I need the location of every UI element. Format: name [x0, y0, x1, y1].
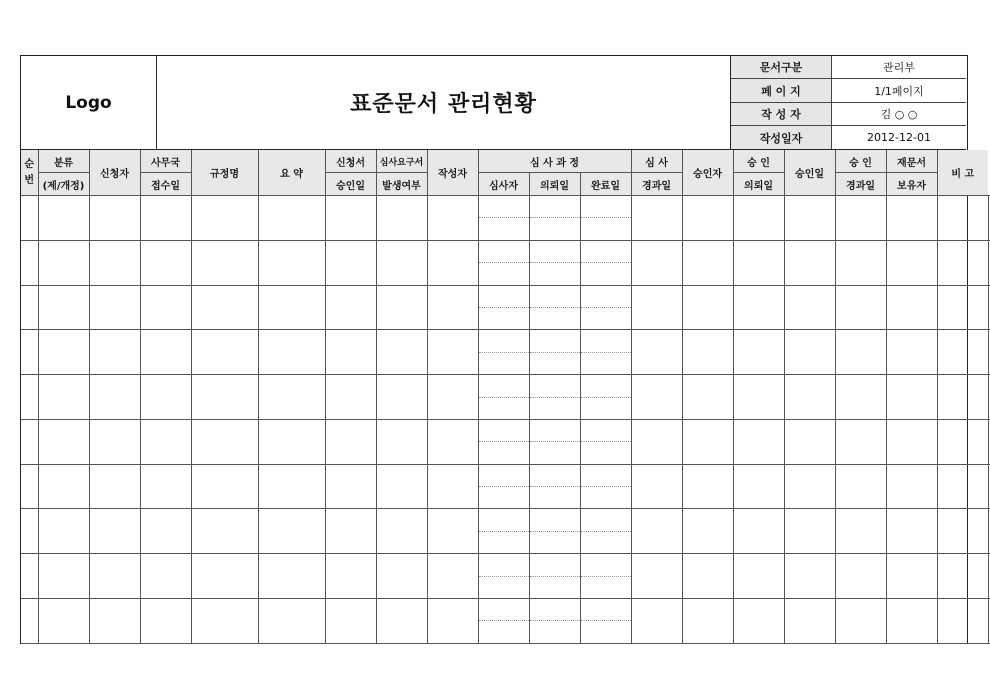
table-cell[interactable]: [89, 240, 140, 285]
table-cell[interactable]: [580, 419, 631, 441]
table-cell[interactable]: [140, 419, 191, 464]
table-cell[interactable]: [631, 599, 682, 644]
table-cell[interactable]: [580, 464, 631, 486]
table-cell[interactable]: [427, 599, 478, 644]
table-cell[interactable]: [325, 285, 376, 330]
col-header-office-sub: 접수일: [140, 173, 191, 196]
table-cell[interactable]: [529, 285, 580, 307]
table-cell[interactable]: [733, 509, 784, 554]
table-cell[interactable]: [631, 196, 682, 241]
table-cell[interactable]: [325, 419, 376, 464]
col-header-class-sub: (제/개정): [38, 173, 89, 196]
table-cell[interactable]: [529, 509, 580, 531]
table-cell[interactable]: [937, 285, 988, 330]
table-cell[interactable]: [682, 285, 733, 330]
col-header-approve-request-sub: 의뢰일: [733, 173, 784, 196]
table-cell[interactable]: [580, 196, 631, 218]
table-cell[interactable]: [478, 464, 529, 486]
table-cell[interactable]: [631, 375, 682, 420]
table-cell[interactable]: [89, 599, 140, 644]
table-cell[interactable]: [38, 285, 89, 330]
table-cell[interactable]: [191, 330, 258, 375]
table-cell[interactable]: [529, 576, 580, 598]
table-cell[interactable]: [478, 307, 529, 329]
table-cell[interactable]: [631, 554, 682, 599]
col-header-approve-elapsed: 승 인: [835, 150, 886, 173]
table-cell[interactable]: [376, 330, 427, 375]
table-row: [21, 464, 990, 486]
table-cell[interactable]: [886, 509, 937, 554]
table-cell[interactable]: [38, 375, 89, 420]
table-cell[interactable]: [529, 375, 580, 397]
table-cell[interactable]: [682, 375, 733, 420]
table-cell[interactable]: [835, 599, 886, 644]
table-cell[interactable]: [427, 330, 478, 375]
table-cell[interactable]: [682, 599, 733, 644]
col-header-remarks: 비 고: [937, 150, 988, 196]
table-cell[interactable]: [580, 576, 631, 598]
table-cell[interactable]: [325, 509, 376, 554]
col-header-request-date: 의뢰일: [529, 173, 580, 196]
table-cell[interactable]: [21, 196, 38, 241]
table-cell[interactable]: [325, 464, 376, 509]
table-cell[interactable]: [529, 621, 580, 643]
col-header-approve-date: 승인일: [784, 150, 835, 196]
col-header-review-sub: 경과일: [631, 173, 682, 196]
table-cell[interactable]: [784, 196, 835, 241]
table-cell[interactable]: [937, 599, 988, 644]
page-title: 표준문서 관리현황: [157, 56, 731, 149]
table-cell[interactable]: [191, 285, 258, 330]
table-row: [21, 419, 990, 441]
table-cell[interactable]: [325, 554, 376, 599]
table-cell[interactable]: [631, 330, 682, 375]
table-cell[interactable]: [631, 464, 682, 509]
info-value: 2012-12-01: [832, 126, 967, 149]
table-cell[interactable]: [89, 375, 140, 420]
table-cell[interactable]: [682, 330, 733, 375]
info-value: 김 ○ ○: [832, 102, 967, 126]
table-body: [21, 196, 990, 644]
table-cell[interactable]: [886, 330, 937, 375]
col-header-office: 사무국: [140, 150, 191, 173]
table-cell[interactable]: [140, 599, 191, 644]
table-cell[interactable]: [784, 464, 835, 509]
table-cell[interactable]: [580, 218, 631, 240]
table-cell[interactable]: [529, 599, 580, 621]
table-cell[interactable]: [38, 196, 89, 241]
table-cell[interactable]: [21, 419, 38, 464]
table-cell[interactable]: [21, 464, 38, 509]
table-cell[interactable]: [937, 375, 988, 420]
table-cell[interactable]: [478, 285, 529, 307]
table-cell[interactable]: [886, 554, 937, 599]
table-cell[interactable]: [191, 240, 258, 285]
col-header-author: 작성자: [427, 150, 478, 196]
table-row: [21, 196, 990, 218]
table-cell[interactable]: [38, 419, 89, 464]
table-cell[interactable]: [529, 330, 580, 352]
table-cell[interactable]: [258, 419, 325, 464]
table-cell[interactable]: [21, 330, 38, 375]
table-cell[interactable]: [376, 419, 427, 464]
table-cell[interactable]: [258, 330, 325, 375]
col-header-review: 심 사: [631, 150, 682, 173]
table-cell[interactable]: [478, 352, 529, 374]
table-cell[interactable]: [784, 285, 835, 330]
table-cell[interactable]: [258, 599, 325, 644]
table-cell[interactable]: [427, 375, 478, 420]
table-cell[interactable]: [191, 419, 258, 464]
table-cell[interactable]: [733, 419, 784, 464]
col-header-regulation: 규정명: [191, 150, 258, 196]
table-cell[interactable]: [478, 397, 529, 419]
table-cell[interactable]: [89, 509, 140, 554]
table-row: [21, 285, 990, 307]
table-cell[interactable]: [325, 196, 376, 241]
table-cell[interactable]: [478, 196, 529, 218]
table-cell[interactable]: [580, 375, 631, 397]
table-cell[interactable]: [258, 285, 325, 330]
table-cell[interactable]: [478, 218, 529, 240]
table-cell[interactable]: [529, 442, 580, 464]
table-cell[interactable]: [191, 509, 258, 554]
table-cell[interactable]: [38, 240, 89, 285]
table-cell[interactable]: [191, 196, 258, 241]
table-cell[interactable]: [427, 285, 478, 330]
table-cell[interactable]: [478, 554, 529, 576]
table-cell[interactable]: [478, 487, 529, 509]
table-cell[interactable]: [376, 509, 427, 554]
col-header-approve-elapsed-sub: 경과일: [835, 173, 886, 196]
table-cell[interactable]: [89, 285, 140, 330]
table-cell[interactable]: [38, 509, 89, 554]
table-row: [21, 375, 990, 397]
table-cell[interactable]: [140, 554, 191, 599]
table-cell[interactable]: [835, 375, 886, 420]
col-header-applicant: 신청자: [89, 150, 140, 196]
table-cell[interactable]: [529, 397, 580, 419]
table-cell[interactable]: [580, 442, 631, 464]
table-cell[interactable]: [21, 599, 38, 644]
table-cell[interactable]: [325, 375, 376, 420]
table-cell[interactable]: [427, 509, 478, 554]
info-label: 페 이 지: [731, 79, 832, 103]
table-cell[interactable]: [427, 419, 478, 464]
logo: Logo: [21, 56, 157, 149]
table-cell[interactable]: [835, 554, 886, 599]
table-cell[interactable]: [580, 487, 631, 509]
table-cell[interactable]: [733, 196, 784, 241]
table-cell[interactable]: [376, 375, 427, 420]
table-row: [21, 509, 990, 531]
table-cell[interactable]: [580, 307, 631, 329]
table-cell[interactable]: [682, 419, 733, 464]
table-cell[interactable]: [478, 531, 529, 553]
table-cell[interactable]: [478, 621, 529, 643]
table-cell[interactable]: [886, 240, 937, 285]
table-cell[interactable]: [937, 196, 988, 241]
table-cell[interactable]: [937, 554, 988, 599]
col-header-approver: 승인자: [682, 150, 733, 196]
table-cell[interactable]: [733, 240, 784, 285]
table-cell[interactable]: [427, 554, 478, 599]
table-cell[interactable]: [478, 599, 529, 621]
table-cell[interactable]: [835, 509, 886, 554]
table-cell[interactable]: [784, 554, 835, 599]
table-cell[interactable]: [140, 509, 191, 554]
table-cell[interactable]: [529, 218, 580, 240]
table-cell[interactable]: [886, 464, 937, 509]
table-cell[interactable]: [89, 419, 140, 464]
table-cell[interactable]: [325, 240, 376, 285]
info-table: [731, 56, 966, 149]
table-cell[interactable]: [21, 375, 38, 420]
table-cell[interactable]: [631, 285, 682, 330]
table-cell[interactable]: [258, 196, 325, 241]
table-cell[interactable]: [580, 397, 631, 419]
table-cell[interactable]: [529, 487, 580, 509]
col-header-summary: 요 약: [258, 150, 325, 196]
table-cell[interactable]: [21, 240, 38, 285]
info-label: 문서구분: [731, 56, 832, 79]
col-header-complete-date: 완료일: [580, 173, 631, 196]
table-cell[interactable]: [376, 285, 427, 330]
document-header: [21, 56, 966, 150]
table-cell[interactable]: [140, 330, 191, 375]
table-cell[interactable]: [631, 240, 682, 285]
table-cell[interactable]: [325, 330, 376, 375]
table-cell[interactable]: [580, 285, 631, 307]
table-cell[interactable]: [258, 464, 325, 509]
table-cell[interactable]: [38, 330, 89, 375]
table-cell[interactable]: [258, 554, 325, 599]
table-cell[interactable]: [376, 554, 427, 599]
table-cell[interactable]: [529, 307, 580, 329]
table-cell[interactable]: [191, 375, 258, 420]
table-cell[interactable]: [733, 554, 784, 599]
table-cell[interactable]: [631, 509, 682, 554]
table-row: [21, 599, 990, 621]
col-header-no: 순 번: [21, 150, 38, 196]
table-cell[interactable]: [937, 330, 988, 375]
table-cell[interactable]: [38, 554, 89, 599]
table-cell[interactable]: [258, 375, 325, 420]
info-value: 관리부: [832, 56, 967, 79]
table-cell[interactable]: [529, 240, 580, 262]
table-cell[interactable]: [733, 599, 784, 644]
table-cell[interactable]: [733, 375, 784, 420]
table-cell[interactable]: [886, 419, 937, 464]
table-cell[interactable]: [733, 464, 784, 509]
table-cell[interactable]: [89, 196, 140, 241]
table-cell[interactable]: [937, 464, 988, 509]
info-label: 작 성 자: [731, 102, 832, 126]
table-cell[interactable]: [478, 330, 529, 352]
table-cell[interactable]: [427, 240, 478, 285]
table-cell[interactable]: [191, 554, 258, 599]
table-cell[interactable]: [580, 621, 631, 643]
table-cell[interactable]: [682, 196, 733, 241]
table-cell[interactable]: [580, 352, 631, 374]
table-cell[interactable]: [886, 599, 937, 644]
col-header-redoc-sub: 보유자: [886, 173, 937, 196]
table-cell[interactable]: [478, 419, 529, 441]
table-cell[interactable]: [478, 442, 529, 464]
table-cell[interactable]: [376, 464, 427, 509]
table-cell[interactable]: [427, 464, 478, 509]
col-header-request: 신청서: [325, 150, 376, 173]
table-cell[interactable]: [784, 375, 835, 420]
table-cell[interactable]: [784, 330, 835, 375]
table-cell[interactable]: [191, 599, 258, 644]
table-cell[interactable]: [191, 464, 258, 509]
table-cell[interactable]: [140, 240, 191, 285]
info-label: 작성일자: [731, 126, 832, 149]
table-cell[interactable]: [784, 419, 835, 464]
table-cell[interactable]: [835, 196, 886, 241]
col-header-redoc: 재문서: [886, 150, 937, 173]
table-cell[interactable]: [682, 240, 733, 285]
table-cell[interactable]: [580, 509, 631, 531]
info-value: 1/1페이지: [832, 79, 967, 103]
table-cell[interactable]: [140, 375, 191, 420]
table-cell[interactable]: [21, 285, 38, 330]
table-cell[interactable]: [580, 554, 631, 576]
table-cell[interactable]: [937, 419, 988, 464]
col-header-review-process: 심 사 과 정: [478, 150, 631, 173]
table-row: [21, 330, 990, 352]
table-cell[interactable]: [733, 285, 784, 330]
table-cell[interactable]: [937, 509, 988, 554]
table-cell[interactable]: [427, 196, 478, 241]
table-cell[interactable]: [140, 464, 191, 509]
table-cell[interactable]: [835, 285, 886, 330]
table-cell[interactable]: [529, 554, 580, 576]
col-header-review-request: 심사요구서: [376, 150, 427, 173]
table-cell[interactable]: [529, 196, 580, 218]
table-cell[interactable]: [376, 196, 427, 241]
table-cell[interactable]: [784, 509, 835, 554]
col-header-reviewer: 심사자: [478, 173, 529, 196]
table-cell[interactable]: [89, 330, 140, 375]
table-cell[interactable]: [478, 509, 529, 531]
table-cell[interactable]: [38, 464, 89, 509]
table-cell[interactable]: [529, 352, 580, 374]
table-cell[interactable]: [580, 240, 631, 262]
table-cell[interactable]: [529, 263, 580, 285]
table-cell[interactable]: [682, 554, 733, 599]
col-header-approve-request: 승 인: [733, 150, 784, 173]
table-cell[interactable]: [325, 599, 376, 644]
table-cell[interactable]: [478, 375, 529, 397]
table-cell[interactable]: [258, 509, 325, 554]
col-header-class: 분류: [38, 150, 89, 173]
table-cell[interactable]: [21, 554, 38, 599]
table-row: [21, 240, 990, 262]
table-cell[interactable]: [886, 196, 937, 241]
document-sheet: [20, 55, 975, 644]
table-cell[interactable]: [38, 599, 89, 644]
table-cell[interactable]: [140, 196, 191, 241]
table-cell[interactable]: [258, 240, 325, 285]
table-cell[interactable]: [376, 240, 427, 285]
table-cell[interactable]: [529, 531, 580, 553]
table-cell[interactable]: [140, 285, 191, 330]
table-cell[interactable]: [529, 419, 580, 441]
table-cell[interactable]: [784, 599, 835, 644]
table-cell[interactable]: [937, 240, 988, 285]
document-table: [21, 150, 990, 644]
table-cell[interactable]: [784, 240, 835, 285]
table-cell[interactable]: [478, 576, 529, 598]
table-cell[interactable]: [682, 509, 733, 554]
table-cell[interactable]: [580, 531, 631, 553]
table-cell[interactable]: [886, 285, 937, 330]
table-cell[interactable]: [835, 464, 886, 509]
table-cell[interactable]: [478, 263, 529, 285]
table-row: [21, 554, 990, 576]
table-cell[interactable]: [478, 240, 529, 262]
table-cell[interactable]: [580, 330, 631, 352]
table-cell[interactable]: [733, 330, 784, 375]
col-header-request-sub: 승인일: [325, 173, 376, 196]
table-cell[interactable]: [89, 554, 140, 599]
table-cell[interactable]: [580, 599, 631, 621]
col-header-review-request-sub: 발생여부: [376, 173, 427, 196]
table-cell[interactable]: [21, 509, 38, 554]
table-cell[interactable]: [89, 464, 140, 509]
table-cell[interactable]: [529, 464, 580, 486]
table-cell[interactable]: [631, 419, 682, 464]
table-cell[interactable]: [886, 375, 937, 420]
table-cell[interactable]: [835, 330, 886, 375]
table-cell[interactable]: [835, 240, 886, 285]
table-cell[interactable]: [376, 599, 427, 644]
table-cell[interactable]: [580, 263, 631, 285]
table-cell[interactable]: [682, 464, 733, 509]
table-cell[interactable]: [835, 419, 886, 464]
